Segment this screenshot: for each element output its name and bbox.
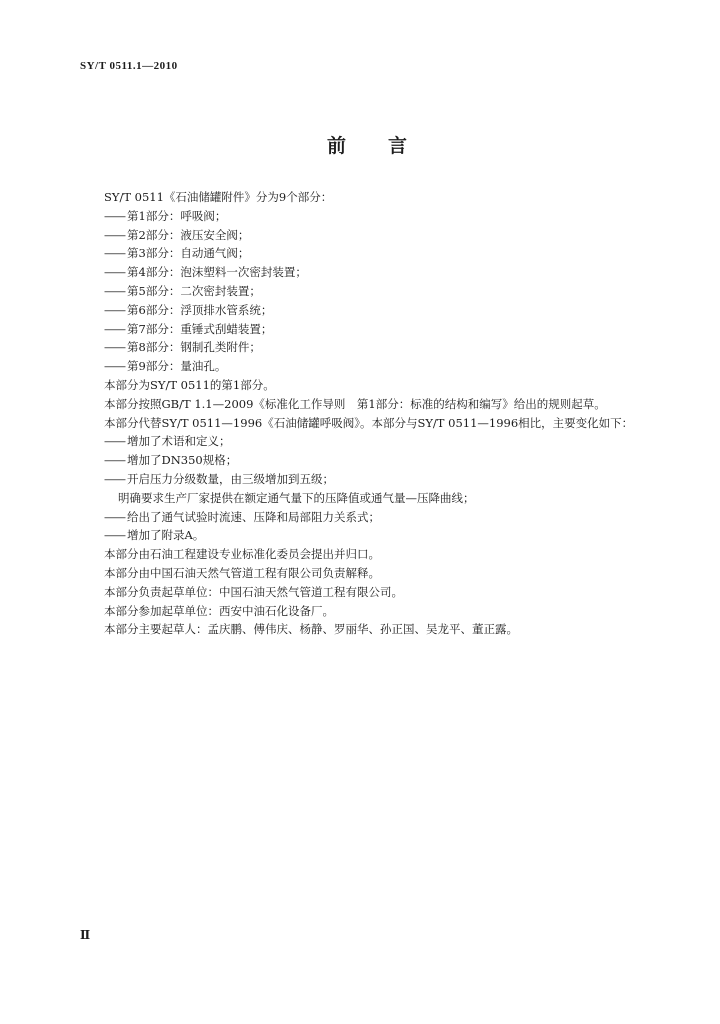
list-item — [88, 432, 658, 451]
dash-mark: —— — [104, 321, 125, 336]
list-item — [88, 207, 658, 226]
dash-mark: —— — [104, 359, 125, 374]
list-item — [88, 451, 658, 470]
list-item-text: 第6部分：浮顶排水管系统； — [127, 302, 273, 317]
list-item-text: 第9部分：量油孔。 — [127, 359, 227, 374]
list-item — [88, 282, 658, 301]
list-item — [88, 470, 658, 489]
list-item — [88, 263, 658, 282]
list-item-text: 明确要求生产厂家提供在额定通气量下的压降值或通气量—压降曲线； — [118, 490, 475, 505]
page-title — [8, 131, 720, 158]
list-item-text: 增加了DN350规格； — [127, 453, 238, 468]
paragraph-drafting-unit: 本部分负责起草单位：中国石油天然气管道工程有限公司。 — [104, 584, 403, 599]
paragraph-interpreter: 本部分由中国石油天然气管道工程有限公司负责解释。 — [104, 565, 380, 580]
dash-mark: —— — [104, 471, 125, 486]
dash-mark: —— — [104, 246, 125, 261]
list-item-text: 第4部分：泡沫塑料一次密封装置； — [127, 265, 307, 280]
intro-line: SY/T 0511《石油储罐附件》分为9个部分： — [104, 190, 333, 204]
paragraph-drafters: 本部分主要起草人：孟庆鹏、傅伟庆、杨静、罗丽华、孙正国、吴龙平、董正露。 — [104, 622, 518, 637]
dash-mark: —— — [104, 434, 125, 449]
list-item — [88, 508, 658, 527]
dash-mark: —— — [104, 208, 125, 223]
list-item-text: 第5部分：二次密封装置； — [127, 283, 261, 298]
title-char-1: 前 — [326, 135, 348, 157]
paragraph-part: 本部分为SY/T 0511的第1部分。 — [104, 377, 275, 392]
list-item-text: 第7部分：重锤式刮蜡装置； — [127, 321, 273, 336]
dash-mark: —— — [104, 302, 125, 317]
list-item-text: 给出了通气试验时流速、压降和局部阻力关系式； — [127, 509, 380, 524]
list-item — [88, 338, 658, 357]
dash-mark: —— — [104, 528, 125, 543]
list-item-text: 开启压力分级数量，由三级增加到五级； — [127, 471, 334, 486]
list-item-text: 第8部分：钢制孔类附件； — [127, 340, 261, 355]
parts-list — [88, 207, 658, 376]
list-item-text: 第2部分：液压安全阀； — [127, 227, 250, 242]
list-item-text: 第3部分：自动通气阀； — [127, 246, 250, 261]
standard-code-header: SY/T 0511.1—2010 — [80, 60, 178, 72]
changes-list — [88, 432, 658, 545]
list-item — [88, 244, 658, 263]
list-item-text: 第1部分：呼吸阀； — [127, 208, 227, 223]
paragraph-participating-unit: 本部分参加起草单位：西安中油石化设备厂。 — [104, 603, 334, 618]
list-item — [88, 526, 658, 545]
dash-mark: —— — [104, 340, 125, 355]
list-item — [88, 320, 658, 339]
list-item-continuation — [88, 489, 658, 508]
title-char-2: 言 — [388, 135, 410, 157]
dash-mark: —— — [104, 509, 125, 524]
paragraph-drafting: 本部分按照GB/T 1.1—2009《标准化工作导则 第1部分：标准的结构和编写》给出的规则起草。 — [104, 396, 606, 411]
paragraph-replace: 本部分代替SY/T 0511—1996《石油储罐呼吸阀》。本部分与SY/T 0511—1996相比，主要变化如下： — [104, 415, 634, 430]
dash-mark: —— — [104, 227, 125, 242]
foreword-body — [88, 188, 658, 639]
list-item — [88, 357, 658, 376]
dash-mark: —— — [104, 265, 125, 280]
list-item-text: 增加了术语和定义； — [127, 434, 231, 449]
page-number: Ⅱ — [80, 928, 91, 942]
dash-mark: —— — [104, 453, 125, 468]
paragraph-proposer: 本部分由石油工程建设专业标准化委员会提出并归口。 — [104, 547, 380, 562]
dash-mark: —— — [104, 283, 125, 298]
list-item — [88, 226, 658, 245]
list-item — [88, 301, 658, 320]
list-item-text: 增加了附录A。 — [127, 528, 205, 543]
